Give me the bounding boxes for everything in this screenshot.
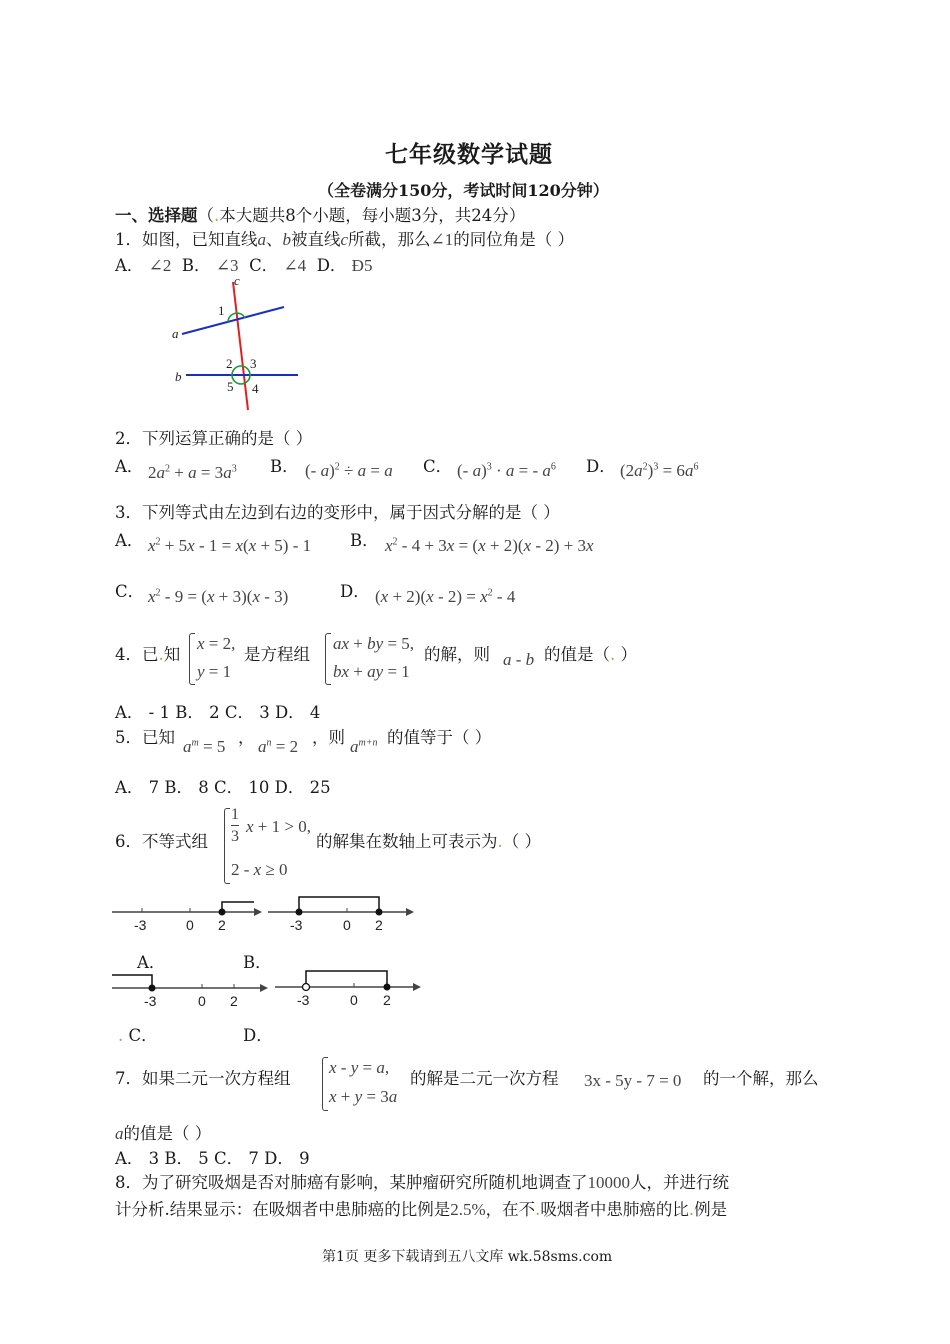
q6-fraction: 1 3 [231,806,239,845]
q2-optA-expr: $2a^2 + a = 3a^3$ [148,463,237,482]
tick-2: 2 [383,992,391,1008]
q3-optA-label: A． [115,531,144,550]
fig-num-3: 3 [250,356,257,371]
q1-optC-label: C． [249,256,279,275]
q4-sys1-row1: x = 2, [197,634,236,653]
mark-dot: . [497,832,503,851]
q1-var-a: a [257,230,266,249]
q1-optC: ∠4 [283,256,307,275]
q6-text-b [316,828,541,852]
question-2-stem: 2．下列运算正确的是（ ） [115,429,313,448]
q6-labelB: B． [243,953,272,972]
numberline-C [112,970,272,1010]
tick-0: 0 [186,917,194,933]
q1-text-c: 所截，那么 [348,230,431,249]
numberline-B [268,894,418,936]
numberline-D [275,966,425,1010]
q5-stem-b: ，则 [312,728,345,747]
q1-var-b: b [282,230,291,249]
q8-text-c: 计分析.结果显示：在吸烟者中患肺癌的比例是 [115,1200,451,1219]
q8-pct: 2.5% [450,1200,486,1219]
q4-text-a [115,641,180,665]
q7-stem-c: 的一个解，那么 [703,1069,819,1088]
tick-m3: -3 [290,917,303,933]
q8-line2 [115,1196,727,1220]
question-3-stem: 3．下列等式由左边到右边的变形中，属于因式分解的是（ ） [115,503,560,522]
q8-text-f: 例是 [694,1200,728,1219]
tick-0: 0 [198,993,206,1009]
section-note: 本大题共8个小题，每小题3分，共24分） [219,206,526,225]
q8-text-e: 吸烟者中患肺癌的比 [540,1200,689,1219]
q1-sep: 、 [266,230,283,249]
mark-dot: . [214,206,220,225]
fig-num-2: 2 [226,356,233,371]
q7-stem-a: 7．如果二元一次方程组 [115,1069,291,1088]
tick-m3: -3 [134,917,147,933]
q2-optB-expr: (- a)$^2$ ÷ a = a [305,461,393,480]
q6-labelC: C． [128,1026,158,1045]
q5-stem-c: 的值等于（ ） [387,728,492,747]
q7-stem-b: 的解是二元一次方程 [410,1069,559,1088]
q4-text-d [544,641,637,665]
q6-stem-c: （ ） [502,832,541,851]
numberline-A [112,896,262,936]
mark-dot: . [118,1026,124,1045]
tick-2: 2 [230,993,238,1009]
q4-stem-c: 的解，则 [424,645,490,664]
q8-text-a: 8．为了研究吸烟是否对肺癌有影响，某肿瘤研究所随机地调查了 [115,1173,588,1192]
q2-optA-label: A． [115,457,144,476]
page-title: 七年级数学试题 [385,141,553,168]
line-a [182,307,284,334]
tick-m3: -3 [144,993,157,1009]
q7-equation: 3x - 5y - 7 = 0 [584,1071,682,1090]
tick-0: 0 [350,992,358,1008]
q1-figure [160,272,310,414]
q5-expr-2: $a^n = 2$ [258,737,299,756]
q6-stem-a: 6．不等式组 [115,832,208,851]
q1-angle: ∠1 [430,230,454,249]
q2-optD-expr: $(2a^2)^3 = 6a^6$ [620,461,699,480]
q3-optD-expr: $(x + 2)(x - 2) = x^2 - 4$ [375,587,516,606]
q1-optB: ∠3 [215,256,239,275]
section-heading [115,202,525,226]
q4-brace-1 [189,633,195,685]
q7-var-a: a [115,1124,124,1143]
q5-comma: ， [238,728,255,747]
q2-optB-label: B． [270,457,299,476]
q3-optB-label: B． [350,531,379,550]
q8-line1 [115,1169,729,1193]
fig-num-4: 4 [252,381,259,396]
q4-brace-2 [325,633,331,685]
q2-optC-label: C． [423,457,453,476]
q1-optA: ∠2 [148,256,172,275]
q6-brace [224,808,230,884]
q3-optD-label: D． [340,582,370,601]
q8-text-d: ，在不 [485,1200,536,1219]
q4-sys1-row2: y = 1 [197,662,232,681]
q3-optA-expr: $x^2 + 5x - 1 = x(x + 5) - 1$ [148,536,312,555]
q6-labelD: D． [243,1026,273,1045]
q7-sys-row1: x - y = a, [329,1058,390,1077]
q8-num: 10000 [587,1173,630,1192]
q1-var-c: c [340,230,349,249]
q1-optD: Ð5 [351,256,373,275]
q3-optB-expr: $x^2 - 4 + 3x = (x + 2)(x - 2) + 3x$ [385,536,594,555]
fig-num-5: 5 [227,379,234,394]
q6-labelA: A． [137,953,166,972]
q1-optA-label: A． [115,256,144,275]
mark-dot: . [610,645,616,664]
q2-optD-label: D． [586,457,616,476]
mark-dot: . [158,645,164,664]
q5-expr-1: $a^m = 5$ [183,737,226,756]
q5-stem-a: 5．已知 [115,728,175,747]
q5-options: A． 7 B． 8 C． 10 D． 25 [115,778,331,797]
q5-expr-3: $a^{m+n}$ [350,737,378,756]
fig-num-1: 1 [218,303,225,318]
q6-stem-b: 的解集在数轴上可表示为 [316,832,498,851]
q7-sys-row2: x + y = 3a [329,1087,398,1106]
page-subtitle: （全卷满分150分，考试时间120分钟） [318,181,609,200]
tick-2: 2 [375,917,383,933]
q4-expr: a - b [503,650,535,669]
q4-stem-d: 的值是（ [544,645,610,664]
q7-brace [322,1057,328,1111]
q7-line2 [115,1120,211,1144]
question-1-stem [115,226,574,250]
q4-stem-e: ） [615,645,637,664]
line-c [233,282,248,410]
tick-m3: -3 [297,992,310,1008]
q6-ineq-1: x + 1 > 0, [246,817,311,836]
q4-options: A． - 1 B． 2 C． 3 D． 4 [115,703,321,722]
q1-text-d: 的同位角是（ ） [453,230,575,249]
q7-line2-text: 的值是（ ） [123,1124,212,1143]
section-heading-label: 一、选择题 [115,206,198,225]
q8-text-b: 人，并进行统 [630,1173,729,1192]
fig-label-b: b [175,369,182,384]
q1-text-b: 被直线 [291,230,341,249]
q4-stem-a: 4．已 [115,645,159,664]
q7-options: A． 3 B． 5 C． 7 D． 9 [115,1149,310,1168]
fig-label-a: a [172,326,179,341]
mark-dot: . [535,1200,541,1219]
q1-optB-label: B． [181,256,211,275]
tick-0: 0 [343,917,351,933]
q1-text-a: 1．如图，已知直线 [115,230,258,249]
page-footer: 第1页 更多下载请到五八文库 wk.58sms.com [322,1249,613,1265]
tick-2: 2 [218,917,226,933]
q6-ineq-2: 2 - x ≥ 0 [231,860,288,879]
q3-optC-label: C． [115,582,145,601]
section-note-open: （ [197,206,214,225]
q6-labelC-row [118,1022,158,1046]
q4-sys2-row1: ax + by = 5, [333,634,415,653]
fig-label-c: c [234,273,240,288]
mark-dot: . [688,1200,695,1219]
q2-optC-expr: (- a)$^3$ · a = - $a^6$ [457,461,556,480]
q4-stem-b: 知 [163,645,181,664]
q4-sys2-row2: bx + ay = 1 [333,662,410,681]
q3-optC-expr: $x^2 - 9 = (x + 3)(x - 3)$ [148,587,289,606]
q1-optD-label: D． [316,256,347,275]
q4-mid: 是方程组 [244,645,310,664]
